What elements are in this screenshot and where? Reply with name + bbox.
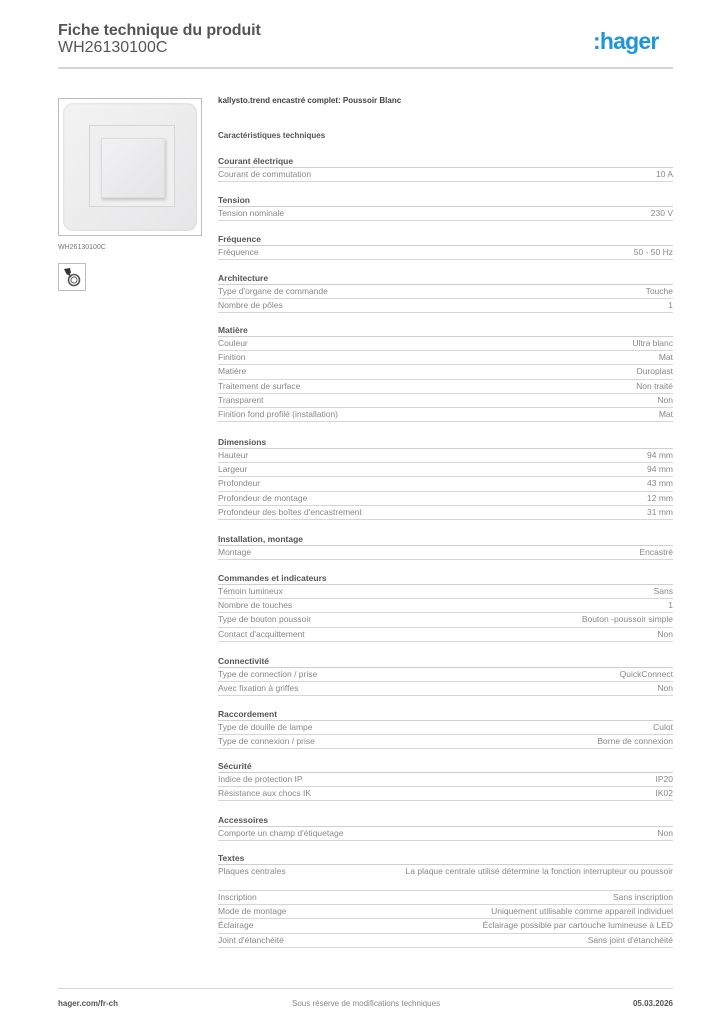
product-name: kallysto.trend encastré complet: Poussoir Blanc xyxy=(218,96,402,105)
spec-value: Mat xyxy=(658,408,673,419)
section-title: Courant électrique xyxy=(218,155,673,168)
spec-row xyxy=(218,585,673,599)
spec-row xyxy=(218,546,673,560)
spec-row xyxy=(218,682,673,696)
spec-value: Non xyxy=(657,628,673,639)
section-title: Sécurité xyxy=(218,760,673,773)
spec-label: Traitement de surface xyxy=(218,380,301,391)
spec-value: 43 mm xyxy=(647,478,673,489)
spec-label: Résistance aux chocs IK xyxy=(218,788,312,799)
section-title: Commandes et indicateurs xyxy=(218,572,673,585)
spec-label: Témoin lumineux xyxy=(218,586,283,596)
footer-date: 05.03.2026 xyxy=(632,999,673,1008)
spec-label: Matière xyxy=(218,366,247,377)
spec-label: Type de connection / prise xyxy=(218,669,318,679)
spec-row xyxy=(218,506,673,520)
spec-label: Profondeur xyxy=(218,478,261,489)
spec-row xyxy=(218,477,673,491)
spec-label: Couleur xyxy=(218,338,248,348)
spec-row xyxy=(218,721,673,735)
spec-row xyxy=(218,380,673,394)
spec-value: 94 mm xyxy=(647,464,673,475)
characteristics-title: Caractéristiques techniques xyxy=(218,131,326,140)
spec-row xyxy=(218,285,673,299)
header-divider xyxy=(58,67,673,69)
section-title: Architecture xyxy=(218,272,673,285)
section-title: Fréquence xyxy=(218,233,673,246)
spec-label: Finition xyxy=(218,352,246,363)
spec-value: Culot xyxy=(653,722,673,732)
spec-section xyxy=(218,324,673,422)
section-title: Installation, montage xyxy=(218,533,673,546)
section-title: Textes xyxy=(218,852,673,865)
section-title: Matière xyxy=(218,324,673,337)
spec-label: Plaques centrales xyxy=(218,866,286,876)
section-title: Tension xyxy=(218,194,673,207)
spec-label: Indice de protection IP xyxy=(218,774,303,784)
spec-value: Encastré xyxy=(639,547,673,557)
spec-label: Contact d'acquittement xyxy=(218,628,305,639)
spec-row xyxy=(218,628,673,642)
spec-row xyxy=(218,905,673,919)
spec-value: Mat xyxy=(658,352,673,363)
section-title: Dimensions xyxy=(218,436,673,449)
spec-value: Borne de connexion xyxy=(597,736,673,747)
spec-value: Touche xyxy=(645,286,673,296)
spec-label: Courant de commutation xyxy=(218,169,312,179)
spec-value: 10 A xyxy=(655,169,673,179)
product-image xyxy=(58,98,202,236)
spec-label: Type d'organe de commande xyxy=(218,286,328,296)
page-title: Fiche technique du produit xyxy=(58,22,261,39)
spec-value: Uniquement utilisable comme appareil individuel xyxy=(491,906,673,917)
spec-value: 1 xyxy=(668,600,673,611)
spec-value: Sans joint d'étanchéité xyxy=(587,934,673,945)
spec-row xyxy=(218,668,673,682)
spec-label: Largeur xyxy=(218,464,248,475)
spec-row xyxy=(218,207,673,221)
spec-section xyxy=(218,272,673,313)
spec-value: Éclairage possible par cartouche lumineuse à LED xyxy=(482,920,673,931)
spec-label: Tension nominale xyxy=(218,208,285,218)
spec-section xyxy=(218,533,673,560)
spec-label: Hauteur xyxy=(218,450,249,460)
spec-row xyxy=(218,168,673,182)
hager-logo: :hager xyxy=(593,28,659,54)
spec-label: Éclairage xyxy=(218,920,254,931)
spec-row xyxy=(218,492,673,506)
footer-disclaimer: Sous réserve de modifications techniques xyxy=(292,999,441,1008)
spec-row xyxy=(218,919,673,933)
spec-row xyxy=(218,337,673,351)
spec-row xyxy=(218,408,673,422)
spec-value: 230 V xyxy=(650,208,673,218)
spec-section xyxy=(218,655,673,696)
spec-value: 31 mm xyxy=(647,506,673,517)
spec-value: La plaque centrale utilisé détermine la fonction interrupteur ou poussoir xyxy=(405,866,673,876)
spec-row xyxy=(218,934,673,948)
spec-label: Type de bouton poussoir xyxy=(218,614,312,625)
spec-row xyxy=(218,865,673,891)
inner-frame xyxy=(89,125,175,207)
spec-label: Finition fond profilé (installation) xyxy=(218,408,339,419)
spec-row xyxy=(218,735,673,749)
spec-row xyxy=(218,449,673,463)
spec-value: IP20 xyxy=(655,774,673,784)
spec-value: 50 - 50 Hz xyxy=(633,247,673,257)
spec-row xyxy=(218,773,673,787)
push-button-rocker xyxy=(101,138,165,198)
spec-row xyxy=(218,394,673,408)
section-title: Connectivité xyxy=(218,655,673,668)
spec-value: Non xyxy=(657,394,673,405)
spec-label: Joint d'étanchéité xyxy=(218,934,284,945)
spec-row xyxy=(218,463,673,477)
spec-row xyxy=(218,613,673,627)
spec-section xyxy=(218,708,673,749)
spec-label: Type de connexion / prise xyxy=(218,736,315,747)
spec-label: Type de douille de lampe xyxy=(218,722,313,732)
section-title: Raccordement xyxy=(218,708,673,721)
spec-value: 1 xyxy=(668,300,673,311)
spec-value: 12 mm xyxy=(647,492,673,503)
spec-row xyxy=(218,599,673,613)
spec-label: Nombre de touches xyxy=(218,600,293,611)
spec-row xyxy=(218,351,673,365)
spec-section xyxy=(218,572,673,642)
spec-row xyxy=(218,787,673,801)
section-title: Accessoires xyxy=(218,814,673,827)
product-sku: WH26130100C xyxy=(58,39,168,56)
spec-row xyxy=(218,827,673,841)
spec-value: 94 mm xyxy=(647,450,673,460)
spec-label: Montage xyxy=(218,547,252,557)
spec-value: IK02 xyxy=(655,788,673,799)
spec-value: Non xyxy=(657,683,673,694)
spec-label: Transparent xyxy=(218,394,264,405)
spec-label: Mode de montage xyxy=(218,906,287,917)
spec-label: Profondeur des boîtes d'encastrement xyxy=(218,506,362,517)
footer-website-link[interactable]: hager.com/fr-ch xyxy=(58,999,119,1008)
cover-plate xyxy=(63,103,197,231)
spec-value: Non traité xyxy=(636,380,673,391)
spec-section xyxy=(218,852,673,948)
image-caption: WH26130100C xyxy=(58,244,106,251)
spec-label: Fréquence xyxy=(218,247,259,257)
spec-value: Bouton -poussoir simple xyxy=(581,614,673,625)
lamp-socket-icon xyxy=(58,263,86,291)
spec-section xyxy=(218,233,673,260)
spec-section xyxy=(218,760,673,801)
spec-row xyxy=(218,365,673,379)
spec-row xyxy=(218,246,673,260)
spec-value: Ultra blanc xyxy=(632,338,673,348)
spec-section xyxy=(218,194,673,221)
spec-section xyxy=(218,436,673,520)
spec-label: Comporte un champ d'étiquetage xyxy=(218,828,344,838)
spec-row xyxy=(218,299,673,313)
spec-value: Sans inscription xyxy=(612,892,673,902)
spec-label: Nombre de pôles xyxy=(218,300,283,311)
spec-value: Duroplast xyxy=(636,366,673,377)
spec-value: Non xyxy=(657,828,673,838)
spec-section xyxy=(218,155,673,182)
spec-label: Avec fixation à griffes xyxy=(218,683,299,694)
spec-value: QuickConnect xyxy=(619,669,673,679)
spec-row xyxy=(218,891,673,905)
spec-value: Sans xyxy=(653,586,673,596)
spec-label: Inscription xyxy=(218,892,257,902)
footer-divider xyxy=(58,988,673,989)
spec-label: Profondeur de montage xyxy=(218,492,308,503)
spec-section xyxy=(218,814,673,841)
